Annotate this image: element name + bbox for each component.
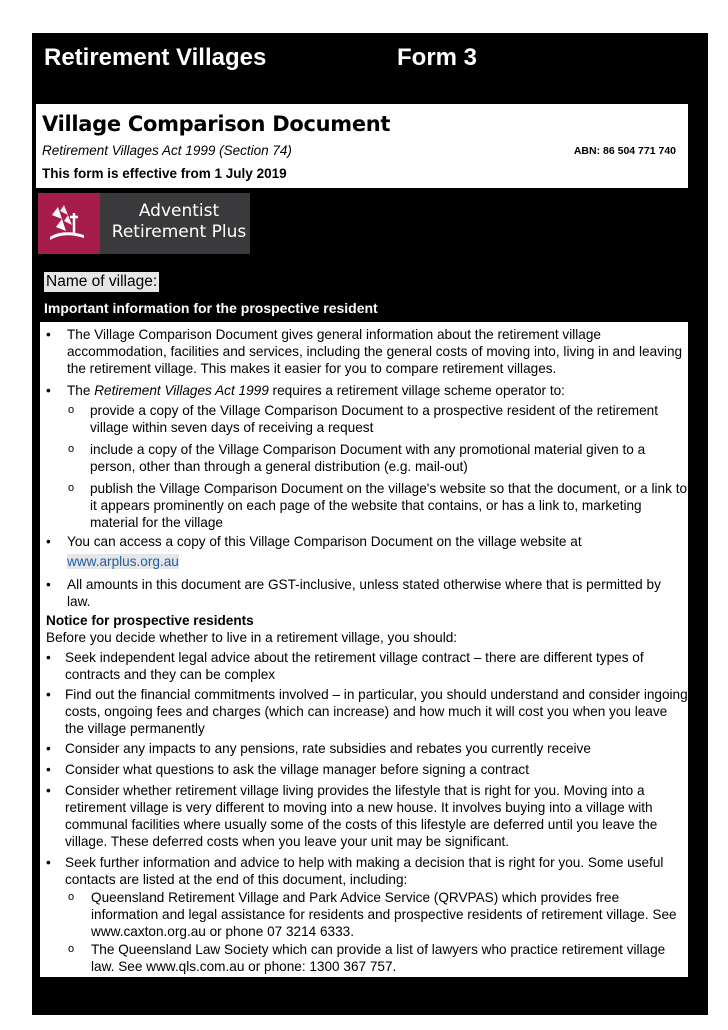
bullet-icon: • (46, 577, 51, 592)
logo (38, 193, 250, 254)
sub-list-item: o The Queensland Law Society which can provide a list of lawyers who practice retirement village law. See www.qls.com.au or phone: 1300 367 757. (68, 942, 666, 974)
website-link[interactable]: www.arplus.org.au (67, 554, 179, 569)
circle-bullet-icon: o (68, 891, 75, 903)
circle-bullet-icon: o (68, 443, 75, 455)
document-title: Village Comparison Document (42, 112, 391, 136)
logo-mark-icon (38, 193, 100, 254)
notice-intro: Before you decide whether to live in a retirement village, you should: (46, 630, 458, 645)
notice-heading: Notice for prospective residents (46, 613, 254, 628)
header-form-number: Form 3 (397, 44, 478, 71)
village-name-field[interactable]: Name of village: (46, 273, 158, 290)
circle-bullet-icon: o (68, 482, 75, 494)
logo-text (110, 201, 248, 243)
list-item: • Consider what questions to ask the village manager before signing a contract (46, 762, 529, 777)
bullet-icon: • (46, 855, 51, 870)
list-item: • You can access a copy of this Village Comparison Document on the village website at www.arplus.org.au (46, 534, 582, 569)
circle-bullet-icon: o (68, 404, 75, 416)
content-box (40, 322, 688, 977)
bullet-icon: • (46, 783, 51, 798)
list-item: • Seek independent legal advice about the retirement village contract – there are different types of contracts and they can be complex (46, 650, 644, 682)
bullet-icon: • (46, 762, 51, 777)
logo-line-2: Retirement Plus (111, 222, 247, 242)
bullet-icon: • (46, 383, 51, 398)
bullet-icon: • (46, 327, 51, 342)
bullet-icon: • (46, 650, 51, 665)
list-item: • Find out the financial commitments involved – in particular, you should understand and consider ingoing costs, ongoing fees and charges (which can increase) and how much it will cost you when you leave the village permanently (46, 687, 688, 736)
sub-list-item: o publish the Village Comparison Document on the village's website so that the document, or a link to it appears prominently on each page of the website that contains, or has a link to, marketing material for the village (68, 481, 688, 530)
sub-list-item: o Queensland Retirement Village and Park Advice Service (QRVPAS) which provides free information and legal assistance for residents and prospective residents of retirement village. See www.caxton.org.au or phone 07 3214 6333. (68, 890, 677, 939)
list-item: • Consider any impacts to any pensions, rate subsidies and rebates you currently receive (46, 741, 591, 756)
effective-date: This form is effective from 1 July 2019 (42, 166, 287, 181)
bullet-icon: • (46, 687, 51, 702)
title-box (36, 104, 688, 188)
logo-line-1: Adventist (138, 201, 220, 221)
list-item: • All amounts in this document are GST-inclusive, unless stated otherwise where that is permitted by law. (46, 577, 661, 609)
list-item: • The Retirement Villages Act 1999 requires a retirement village scheme operator to: (46, 383, 565, 398)
abn: ABN: 86 504 771 740 (573, 145, 676, 157)
sub-list-item: o provide a copy of the Village Comparison Document to a prospective resident of the retirement village within seven days of receiving a request (68, 403, 658, 435)
list-item: • Consider whether retirement village living provides the lifestyle that is right for you. Moving into a retirement village is very different to moving into a new house. It involves buying into a village with communal facilities where usually some of the costs of this lifestyle are deferred until you leave the village. These deferred costs when you leave your unit may be significant. (46, 783, 658, 849)
list-item: • The Village Comparison Document gives general information about the retirement village accommodation, facilities and services, including the general costs of moving into, living in and leaving the retirement village. This makes it easier for you to compare retirement villages. (46, 327, 683, 376)
list-item: • Seek further information and advice to help with making a decision that is right for you. Some useful contacts are listed at the end of this document, including: (46, 855, 664, 887)
circle-bullet-icon: o (68, 943, 75, 955)
header-title: Retirement Villages (44, 44, 267, 71)
important-heading: Important information for the prospective resident (44, 300, 378, 316)
act-reference: Retirement Villages Act 1999 (Section 74) (42, 143, 292, 158)
bullet-icon: • (46, 534, 51, 549)
bullet-icon: • (46, 741, 51, 756)
sub-list-item: o include a copy of the Village Comparison Document with any promotional material given to a person, other than through a general distribution (e.g. mail-out) (68, 442, 646, 474)
